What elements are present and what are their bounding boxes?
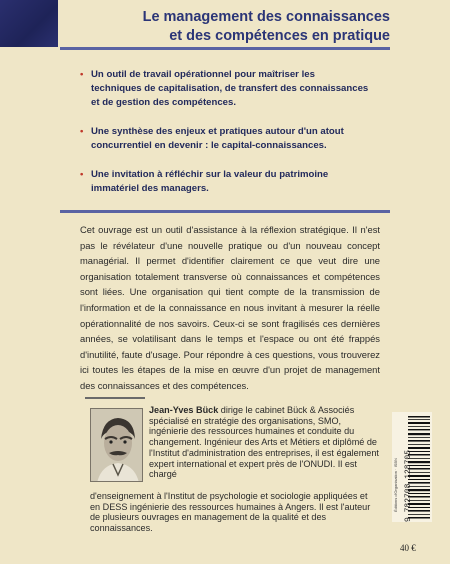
section-divider — [60, 210, 390, 213]
barcode-digits: 9 782708 128705 — [404, 449, 413, 522]
page-title — [90, 8, 390, 46]
author-bio — [90, 405, 379, 534]
bullet-item — [80, 68, 380, 110]
bullet-line: Un outil de travail opérationnel pour maîtriser les — [91, 69, 315, 80]
body-paragraph: Cet ouvrage est un outil d'assistance à la réflexion stratégique. Il n'est pas le révélateur d'une nouvelle pratique ou d'un nouveau concept managérial. Il permet d'identifier clairement ce que veut dire une organisation totalement transverse où connaissances et compétences sont liées. Une organisation qui tient compte de la transmission de l'information et de la connaissance en nous invitant à mesurer la réelle opérationnalité de nos savoirs. Ceux-ci se sont fragilisés ces dernières années, se volatilisant dans le temps et l'espace ou ont été frappés d'inutilité, faute d'usage. Pour répondre à ces questions, vous trouverez ici toutes les étapes de la mise en œuvre d'un projet de management des connaissances et des compétences. — [80, 224, 380, 391]
barcode-caption: Éditions d'Organisation · ISBN — [393, 458, 398, 512]
bullet-line: immatériel des managers. — [91, 183, 209, 194]
bullet-marker-icon: • — [80, 69, 84, 80]
author-photo — [90, 408, 143, 482]
bullet-line: Une synthèse des enjeux et pratiques autour d'un atout — [91, 126, 344, 137]
bullet-line: et de gestion des compétences. — [91, 97, 237, 108]
bullet-marker-icon: • — [80, 169, 84, 180]
author-bio-text: dirige le cabinet Bück & Associés spécialisé en stratégie des organisations, SMO, ingénierie des ressources humaines et conduite du changement. Ingénieur des Arts et Métiers et diplômé de l'Institut d'administration des entreprises, il est également expert international et expert près de l'ONUDI. Il est chargé — [149, 405, 379, 480]
author-name: Jean-Yves Bück — [149, 405, 219, 415]
bullet-item — [80, 168, 380, 196]
title-line-2: et des compétences en pratique — [169, 28, 390, 44]
price-label: 40 € — [400, 543, 416, 553]
cover-color-band — [0, 0, 58, 47]
bullet-marker-icon: • — [80, 126, 84, 137]
bullet-list — [80, 68, 380, 211]
title-divider — [60, 47, 390, 50]
title-line-1: Le management des connaissances — [142, 9, 390, 25]
author-divider — [85, 397, 145, 399]
bullet-line: concurrentiel en devenir : le capital-connaissances. — [91, 140, 327, 151]
bullet-item — [80, 125, 380, 153]
author-portrait-icon — [91, 409, 143, 482]
author-bio-continued: d'enseignement à l'Institut de psychologie et sociologie appliquées et en DESS ingénierie des ressources humaines à Angers. Il est l'auteur de plusieurs ouvrages en management de la qualité et des connaissances. — [90, 491, 371, 534]
bullet-line: techniques de capitalisation, de transfert des connaissances — [91, 83, 369, 94]
bullet-line: Une invitation à réfléchir sur la valeur du patrimoine — [91, 169, 329, 180]
